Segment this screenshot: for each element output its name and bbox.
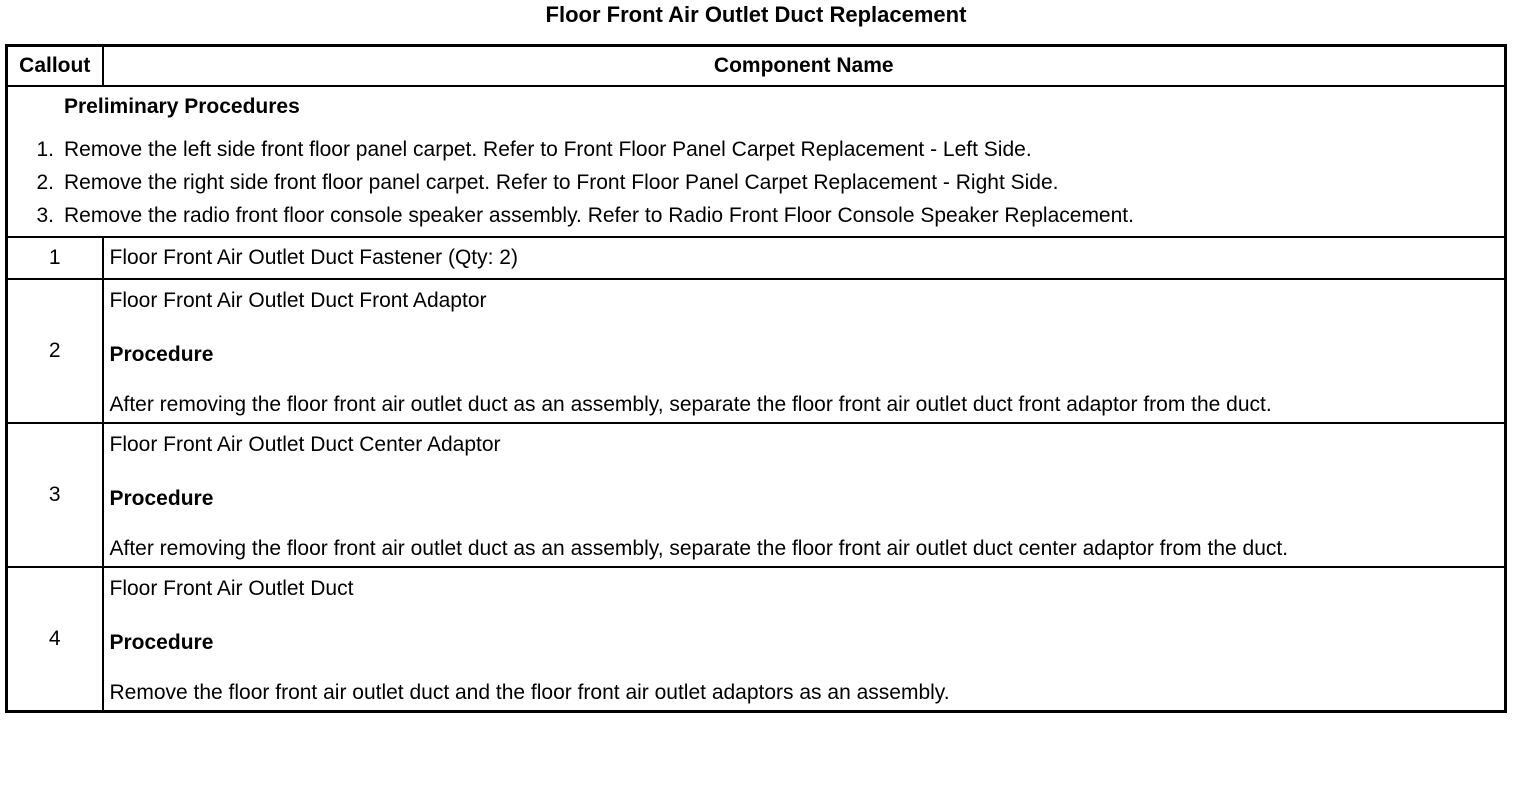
preliminary-step — [8, 166, 1504, 199]
component-column-header: Component Name — [103, 46, 1506, 87]
component-name-cell — [103, 423, 1506, 567]
preliminary-cell — [7, 86, 1506, 237]
component-name: Floor Front Air Outlet Duct Center Adaptor — [109, 433, 501, 456]
step-number: 1. — [36, 138, 54, 161]
callout-cell: 1 — [7, 237, 103, 279]
procedure-label: Procedure — [109, 343, 214, 366]
preliminary-heading: Preliminary Procedures — [64, 95, 300, 118]
callout-cell: 2 — [7, 279, 103, 423]
component-name: Floor Front Air Outlet Duct — [109, 577, 354, 600]
component-name-cell — [103, 279, 1506, 423]
callout-column-header: Callout — [7, 46, 103, 87]
table-row — [7, 423, 1506, 567]
callout-cell: 4 — [7, 567, 103, 712]
procedure-text: After removing the floor front air outlet duct as an assembly, separate the floor front air outlet duct center adaptor from the duct. — [109, 537, 1289, 560]
component-name-cell: Floor Front Air Outlet Duct Fastener (Qty: 2) — [103, 237, 1506, 279]
step-text: Remove the radio front floor console speaker assembly. Refer to Radio Front Floor Console Speaker Replacement. — [64, 204, 1134, 227]
table-row — [7, 279, 1506, 423]
preliminary-row — [7, 86, 1506, 237]
procedure-label: Procedure — [109, 487, 214, 510]
component-name: Floor Front Air Outlet Duct Front Adaptor — [109, 289, 487, 312]
preliminary-step — [8, 199, 1504, 232]
step-number: 2. — [36, 171, 54, 194]
procedure-text: After removing the floor front air outlet duct as an assembly, separate the floor front air outlet duct front adaptor from the duct. — [109, 393, 1272, 416]
step-text: Remove the left side front floor panel carpet. Refer to Front Floor Panel Carpet Replacement - Left Side. — [64, 138, 1032, 161]
table-row — [7, 237, 1506, 279]
procedure-text: Remove the floor front air outlet duct and the floor front air outlet adaptors as an assembly. — [109, 681, 950, 704]
procedure-table — [5, 44, 1507, 713]
preliminary-steps — [8, 127, 1504, 236]
step-number: 3. — [36, 204, 54, 227]
component-name-cell — [103, 567, 1506, 712]
callout-cell: 3 — [7, 423, 103, 567]
table-header-row — [7, 46, 1506, 87]
document-title: Floor Front Air Outlet Duct Replacement — [545, 2, 967, 27]
preliminary-step — [8, 133, 1504, 166]
table-row — [7, 567, 1506, 712]
procedure-label: Procedure — [109, 631, 214, 654]
step-text: Remove the right side front floor panel carpet. Refer to Front Floor Panel Carpet Replacement - Right Side. — [64, 171, 1059, 194]
